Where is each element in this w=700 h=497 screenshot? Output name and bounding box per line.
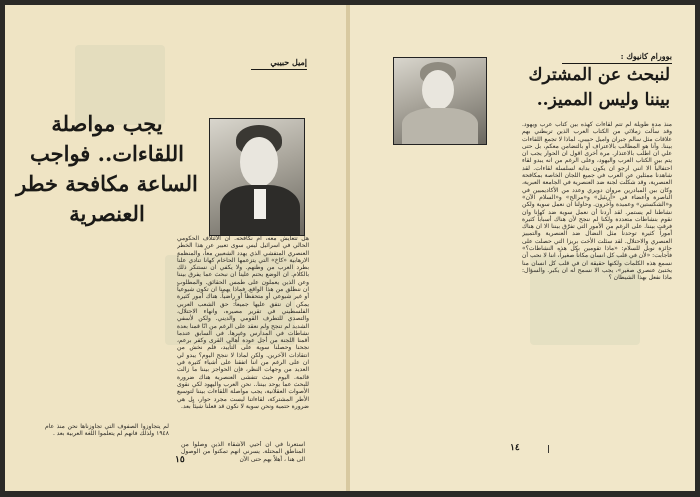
author-name: إميل حبيبي bbox=[251, 57, 307, 70]
page-number: ١٥ bbox=[175, 455, 185, 465]
text-marker bbox=[548, 445, 549, 453]
author-photo bbox=[209, 118, 305, 236]
article-body-bottom: استعرنا في ان أحيي الأشقاء الذين وصلوا من المناطق المحتلة. يسرني انهم تمكنوا من الوصول الى هنا ، أهلاً بهم حتى الآن bbox=[181, 441, 305, 463]
author-name: بوورام كانيوك : bbox=[562, 51, 672, 64]
article-headline: لنبحث عن المشترك بيننا وليس المميز.. bbox=[528, 65, 670, 110]
left-page bbox=[5, 5, 347, 491]
article-body-bottom: لم يتجاوزوا الصفوف التي تجاوزناها نحن منذ عام ١٩٤٨ ولذلك فانهم لم يتعلموا اللغة العربية بعد . bbox=[45, 423, 169, 438]
author-photo bbox=[393, 57, 487, 145]
article-body-column: هل تتعايش معه، أم نكافحه. ان الائتلاف الحكومي الحالي في اسرائيل ليس سوى تعبير عن هذا الخطر العنصري المتفشي الذي يهدد الشعبين معاً، والمنظمة الارهابية «كاخ» التي يتزعمها الحاخام كهانا تنادي علناً بطرد العرب من وطنهم. ولا يكفي ان نستنكر ذلك بالكلام. ان الوضع يحتم علينا ان نبحث عما يفرق بيننا وعن الذين يعملون على طمس الحقائق. والمطلوب ان ننطلق من هذا الواقع. فماذا يهمنا ان تكون شيوعياً أو غير شيوعي أو متحفظاً أو راضياً. هناك أمور كثيرة يمكن ان نتفق عليها جميعاً: حق الشعب العربي الفلسطيني في تقرير مصيره، وانهاء الاحتلال، والتصدي للتطرف القومي والديني. ولكن لأسفي الشديد لم تنجح ولم نعقد على الرغم من انّا قمنا بعدة نشاطات في المدارس وغيرها. في السابق عندما أقمنا اللجنة من أجل عودة أهالي القرى وكفر برعم، نجحنا وحصلنا سوية على التأييد، فلم نخش من انتقادات الآخرين. ولكن لماذا لا ننجح اليوم؟ يبدو لي ان على الرغم من اننا اتفقنا على أشياء كثيرة في العديد من وجهات النظر، فإن الحواجز بيننا ما زالت قائمة. اليوم حيث تتفشى العنصرية هناك ضرورة للبحث عما يوحد بيننا.. نحن العرب واليهود لكي نقوى الأصوات العقلانية، يجب مواصلة اللقاءات بيننا لتوسيع الأطر المشتركة، لقاءاتنا ليست مجرد حوار، بل هي ضرورة حتمية ونحن سوية لا نكون قد فعلنا شيئاً بعد. bbox=[177, 235, 309, 410]
article-headline: يجب مواصلة اللقاءات.. فواجب الساعة مكافحة خطر العنصرية bbox=[16, 111, 198, 226]
page-number: ١٤ bbox=[510, 443, 520, 453]
article-body-column: منذ مدة طويلة لم تتم لقاءات كهذه بين كتاب عرب ويهود. وقد سألت زملائي من الكتاب العرب الذين تربطني بهم علاقات مثل سالم جبران واميل حبيبي. لماذا لا تجمع اللقاءات بيننا. وأنا هو المطالب بالاعتراف أو بالتضامن معكم، بل حتى علي ان اطلب بالاعتذار. مرة أخرى اقول ان الحوار يجب ان يتم بين الكتاب العرب واليهود، وعلى الرغم من انه يبدو لقاء احتفالياً الا انني ارجو ان يكون بداية لسلسلة لقاءات. لقد شاهدنا ممثلين عن العرب في جميع اللجان الخاصة بمكافحة العنصرية، وقد شكلت لجنة ضد العنصرية في الجامعة العبرية، وكان بين المبادرين مروان دويري وعدد من الأكاديميين في الناصرة وأعضاء في «أريئيل» و«مرالح» و«السلام الآن» و«الشكستين» وعميدة وآخرون. وحاولنا ان نعمل سوية ولكن نشاطنا لم يستمر. لقد أردنا أن نعمل سوية ضد كهانا وان نقوم بنشاطات متعددة ولكنا لم ننجح لأن هناك أسباباً كثيرة فرقت بيننا. على الرغم من الأمور التي تفرّق بيننا الا ان هناك أموراً كثيرة توحدنا مثل النضال ضد العنصرية والتمييز العنصري والاحتلال. لقد سئلت الأخت بريزا التي حصلت على جائزة نوبل للسلام: «ماذا تقومين بكل هذه النشاطات؟» فأجابت: «لأن في قلب كل انسان مكاناً صغيراً، اننا لا نحب أن نسمع هذه الكلمات ولكنها حقيقة ان في قلب كل انسان منا يختبئ عنصري صغير»، يجب الا نسمح له ان يكبر. والسؤال: ماذا نفعل بهذا الشيطان ؟ bbox=[522, 121, 672, 282]
right-page bbox=[350, 5, 695, 491]
